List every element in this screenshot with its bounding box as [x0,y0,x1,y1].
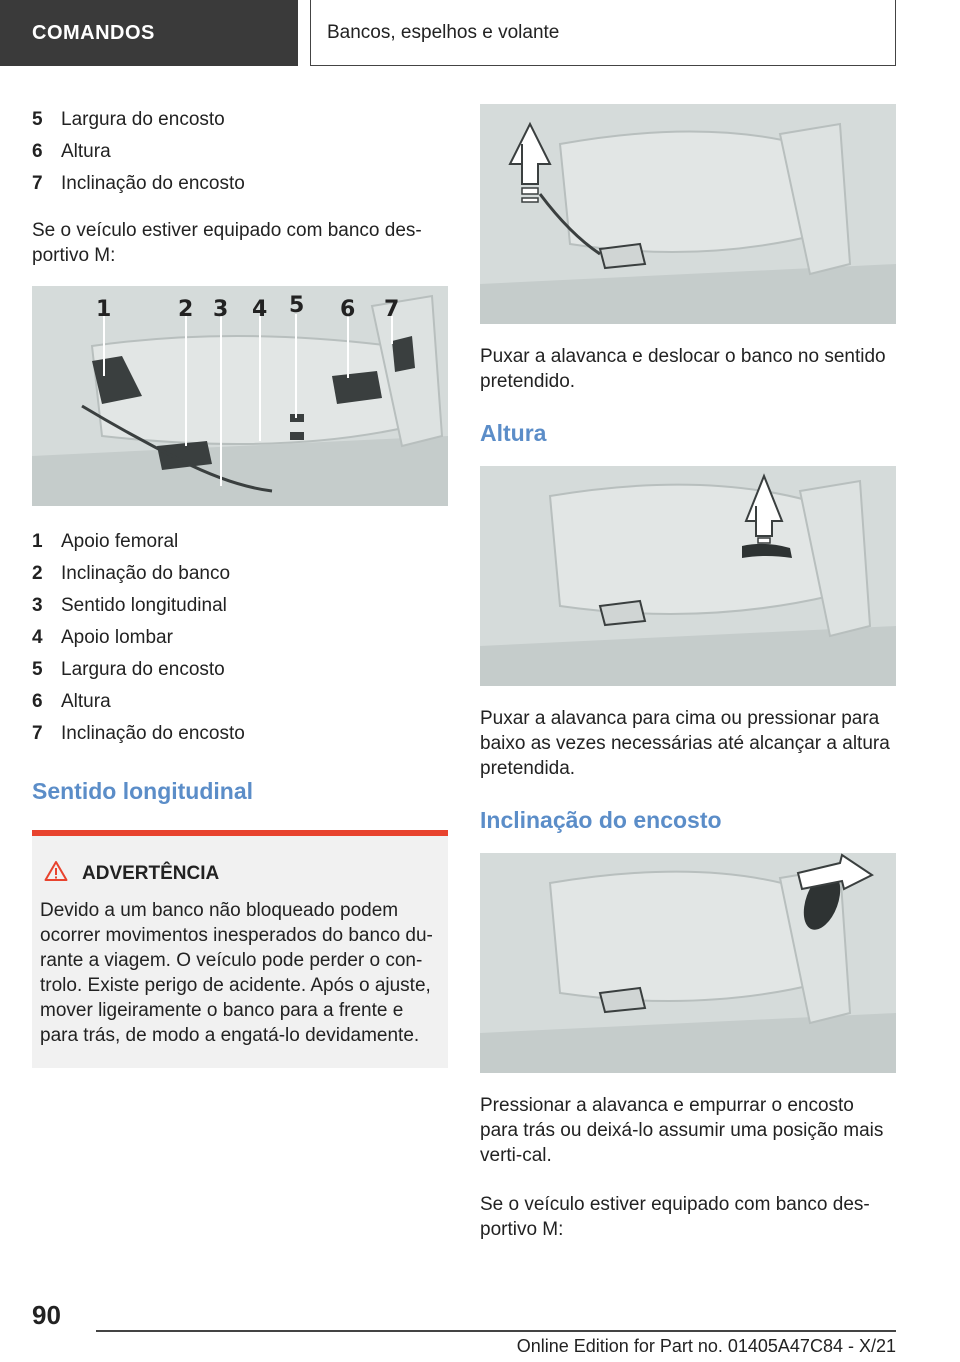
footer-edition: Online Edition for Part no. 01405A47C84 - X/21 [516,1336,896,1356]
section-label: COMANDOS [32,21,155,44]
recline-figure [480,853,896,1073]
heading-inclinacao: Inclinação do encosto [480,807,722,833]
right-column [480,104,896,1266]
legend-list-top [32,104,448,200]
section-tab [0,0,298,66]
figure-label-5: 5 [289,293,305,318]
paragraph-4: Se o veículo estiver equipado com banco des-portivo M: [480,1194,870,1240]
paragraph-2: Puxar a alavanca para cima ou pressionar para baixo as vezes necessárias até alcançar a altura pretendida. [480,708,890,779]
warning-text: Devido a um banco não bloqueado podem ocorrer movimentos inesperados do banco du-rante a viagem. O veículo pode perder o con-trolo. Existe perigo de acidente. Após o ajuste, mover ligeiramente o banco para a frente e para trás, de modo a engatá-lo devidamente. [40,900,433,1046]
footer-rule [96,1330,896,1332]
list-item: 2 Inclinação do banco [32,563,231,584]
list-item: 3 Sentido longitudinal [32,595,227,616]
figure-label-1: 1 [96,297,112,322]
warning-title-text: ADVERTÊNCIA [82,863,220,884]
list-item: 4 Apoio lombar [32,627,173,648]
list-item: 7 Inclinação do encosto [32,173,245,194]
warning-title [40,860,438,888]
list-item: 6 Altura [32,141,111,162]
list-item: 5 Largura do encosto [32,659,225,680]
heading-sentido-longitudinal: Sentido longitudinal [32,778,254,804]
figure-label-7: 7 [384,297,400,322]
longitudinal-figure [480,104,896,324]
list-item: 5 Largura do encosto [32,109,225,130]
list-item: 7 Inclinação do encosto [32,723,245,744]
warning-box [32,830,448,1068]
height-figure [480,466,896,686]
figure-label-2: 2 [178,297,194,322]
list-item: 1 Apoio femoral [32,531,179,552]
chapter-title: Bancos, espelhos e volante [327,21,560,43]
paragraph-3: Pressionar a alavanca e empurrar o encosto para trás ou deixá-lo assumir uma posição mais verti-cal. [480,1095,884,1166]
figure-label-4: 4 [252,297,268,322]
left-column [32,104,448,1068]
warning-triangle-icon [44,860,68,888]
figure-label-3: 3 [213,297,229,322]
list-item: 6 Altura [32,691,111,712]
page-number: 90 [32,1300,61,1330]
paragraph-1: Puxar a alavanca e deslocar o banco no sentido pretendido. [480,346,886,392]
intro-paragraph: Se o veículo estiver equipado com banco des-portivo M: [32,220,422,266]
heading-altura: Altura [480,420,547,446]
figure-label-6: 6 [340,297,356,322]
chapter-title-box [310,0,896,66]
sport-seat-figure [32,286,448,506]
legend-list-bottom [32,526,448,750]
